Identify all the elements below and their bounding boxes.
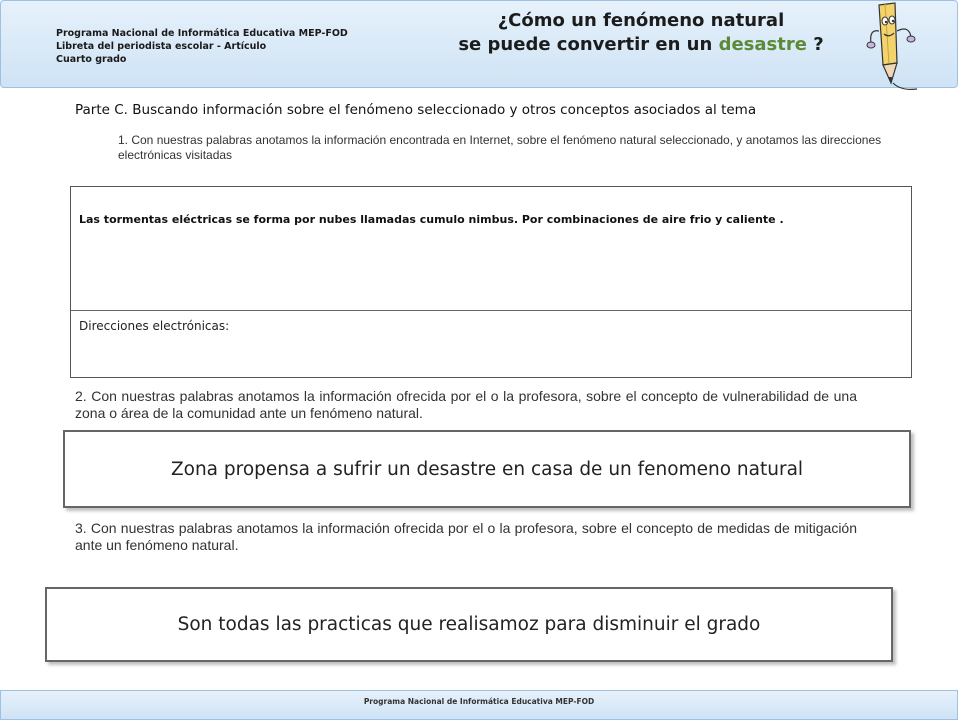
grade-level: Cuarto grado xyxy=(56,54,127,65)
notebook-name: Libreta del periodista escolar - Artículo xyxy=(56,41,267,52)
title-line-1: ¿Cómo un fenómeno natural xyxy=(497,10,785,31)
addresses-label: Direcciones electrónicas: xyxy=(79,319,230,333)
program-info xyxy=(56,27,348,66)
title-line-2-start: se puede convertir en un xyxy=(458,34,719,55)
answer-text-1: Las tormentas eléctricas se forma por nubes llamadas cumulo nimbus. Por combinaciones de aire frio y caliente . xyxy=(79,213,784,226)
pencil-character-icon xyxy=(861,1,931,93)
answer-row xyxy=(71,187,911,311)
instruction-3: 3. Con nuestras palabras anotamos la información ofrecida por el o la profesora, sobre el concepto de medidas de mitigación ante un fenómeno natural. xyxy=(75,520,857,553)
vulnerability-answer-box xyxy=(63,430,911,508)
instruction-1: 1. Con nuestras palabras anotamos la información encontrada en Internet, sobre el fenómeno natural seleccionado, y anotamos las direcciones electrónicas visitadas xyxy=(118,133,882,162)
footer-text: Programa Nacional de Informática Educativa MEP-FOD xyxy=(363,697,595,706)
vulnerability-answer-text: Zona propensa a sufrir un desastre en casa de un fenomeno natural xyxy=(170,458,804,480)
header-band xyxy=(0,0,958,88)
title-line-2-end: ? xyxy=(806,34,824,55)
info-table xyxy=(70,186,912,378)
mitigation-answer-text: Son todas las practicas que realisamoz para disminuir el grado xyxy=(177,614,761,635)
section-heading: Parte C. Buscando información sobre el fenómeno seleccionado y otros conceptos asociados al tema xyxy=(75,102,757,118)
instruction-2: 2. Con nuestras palabras anotamos la información ofrecida por el o la profesora, sobre el concepto de vulnerabilidad de una zona o área de la comunidad ante un fenómeno natural. xyxy=(75,388,857,421)
title-accent-word: desastre xyxy=(718,34,807,55)
title-line-2 xyxy=(421,33,861,57)
footer-band xyxy=(0,690,958,720)
page-title xyxy=(421,9,861,57)
mitigation-answer-box xyxy=(45,587,893,662)
program-name: Programa Nacional de Informática Educativa MEP-FOD xyxy=(56,28,348,39)
